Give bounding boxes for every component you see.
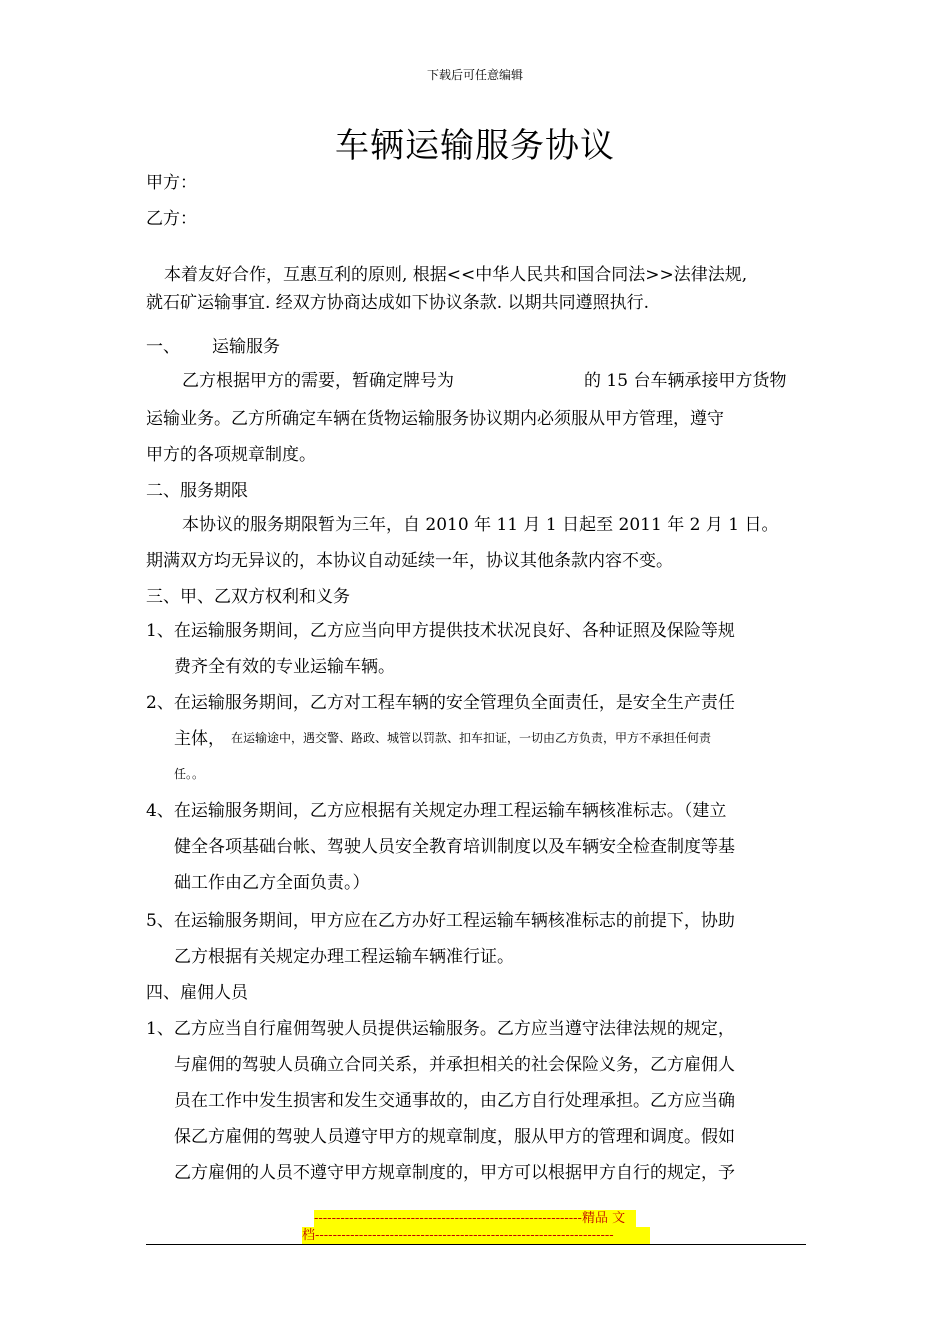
section-3-item-1-line-2: 费齐全有效的专业运输车辆。: [174, 657, 395, 677]
section-3-item-4-line-1: 4、在运输服务期间，乙方应根据有关规定办理工程运输车辆核准标志。（建立: [146, 801, 727, 821]
section-3-heading: 三、甲、乙双方权利和义务: [146, 587, 350, 607]
section-2-line-2: 期满双方均无异议的，本协议自动延续一年，协议其他条款内容不变。: [146, 551, 673, 571]
section-3-item-4-line-3: 础工作由乙方全面负责。）: [174, 873, 370, 893]
section-1-line-1a: 乙方根据甲方的需要，暂确定牌号为: [182, 371, 454, 391]
section-3-item-2-line-3: 任。。: [174, 767, 205, 781]
footer-watermark-line-2: 档--------------------------------------------------------------------: [302, 1227, 650, 1244]
section-3-item-1-line-1: 1、在运输服务期间，乙方应当向甲方提供技术状况良好、各种证照及保险等规: [146, 621, 735, 641]
section-4-item-1-line-5: 乙方雇佣的人员不遵守甲方规章制度的，甲方可以根据甲方自行的规定，予: [174, 1163, 735, 1183]
section-2-heading: 二、服务期限: [146, 481, 248, 501]
section-4-item-1-line-1: 1、乙方应当自行雇佣驾驶人员提供运输服务。乙方应当遵守法律法规的规定，: [146, 1019, 735, 1039]
section-1-heading: 运输服务: [212, 337, 280, 357]
section-3-item-4-line-2: 健全各项基础台帐、驾驶人员安全教育培训制度以及车辆安全检查制度等基: [174, 837, 735, 857]
section-3-item-2-line-2b: 在运输途中，遇交警、路政、城管以罚款、扣车扣证，一切由乙方负责，甲方不承担任何责: [231, 731, 712, 745]
party-a-label: 甲方：: [146, 173, 197, 193]
section-4-item-1-line-2: 与雇佣的驾驶人员确立合同关系，并承担相关的社会保险义务，乙方雇佣人: [174, 1055, 735, 1075]
intro-line-1: 本着友好合作，互惠互利的原则, 根据<<中华人民共和国合同法>>法律法规,: [164, 265, 748, 285]
section-1-line-3: 甲方的各项规章制度。: [146, 445, 316, 465]
section-1-line-2: 运输业务。乙方所确定车辆在货物运输服务协议期内必须服从甲方管理，遵守: [146, 409, 724, 429]
section-1-line-1b: 的 15 台车辆承接甲方货物: [584, 371, 787, 391]
section-1-number: 一、: [146, 337, 180, 357]
section-4-heading: 四、雇佣人员: [146, 983, 248, 1003]
section-4-item-1-line-4: 保乙方雇佣的驾驶人员遵守甲方的规章制度，服从甲方的管理和调度。假如: [174, 1127, 735, 1147]
section-2-line-1: 本协议的服务期限暂为三年，自 2010 年 11 月 1 日起至 2011 年 2 月 1 日。: [182, 515, 779, 535]
footer-watermark-line-1: -------------------------------------------------------------精品 文: [314, 1210, 636, 1227]
section-3-item-2-line-1: 2、在运输服务期间，乙方对工程车辆的安全管理负全面责任，是安全生产责任: [146, 693, 735, 713]
intro-line-2: 就石矿运输事宜. 经双方协商达成如下协议条款. 以期共同遵照执行.: [146, 293, 650, 313]
header-note: 下载后可任意编辑: [426, 68, 523, 82]
party-b-label: 乙方：: [146, 209, 197, 229]
section-4-item-1-line-3: 员在工作中发生损害和发生交通事故的，由乙方自行处理承担。乙方应当确: [174, 1091, 735, 1111]
section-3-item-5-line-1: 5、在运输服务期间，甲方应在乙方办好工程运输车辆核准标志的前提下，协助: [146, 911, 735, 931]
section-3-item-2-line-2a: 主体，: [174, 729, 225, 749]
footer-rule: [146, 1244, 806, 1245]
section-3-item-5-line-2: 乙方根据有关规定办理工程运输车辆准行证。: [174, 947, 514, 967]
document-title: 车辆运输服务协议: [335, 126, 615, 166]
